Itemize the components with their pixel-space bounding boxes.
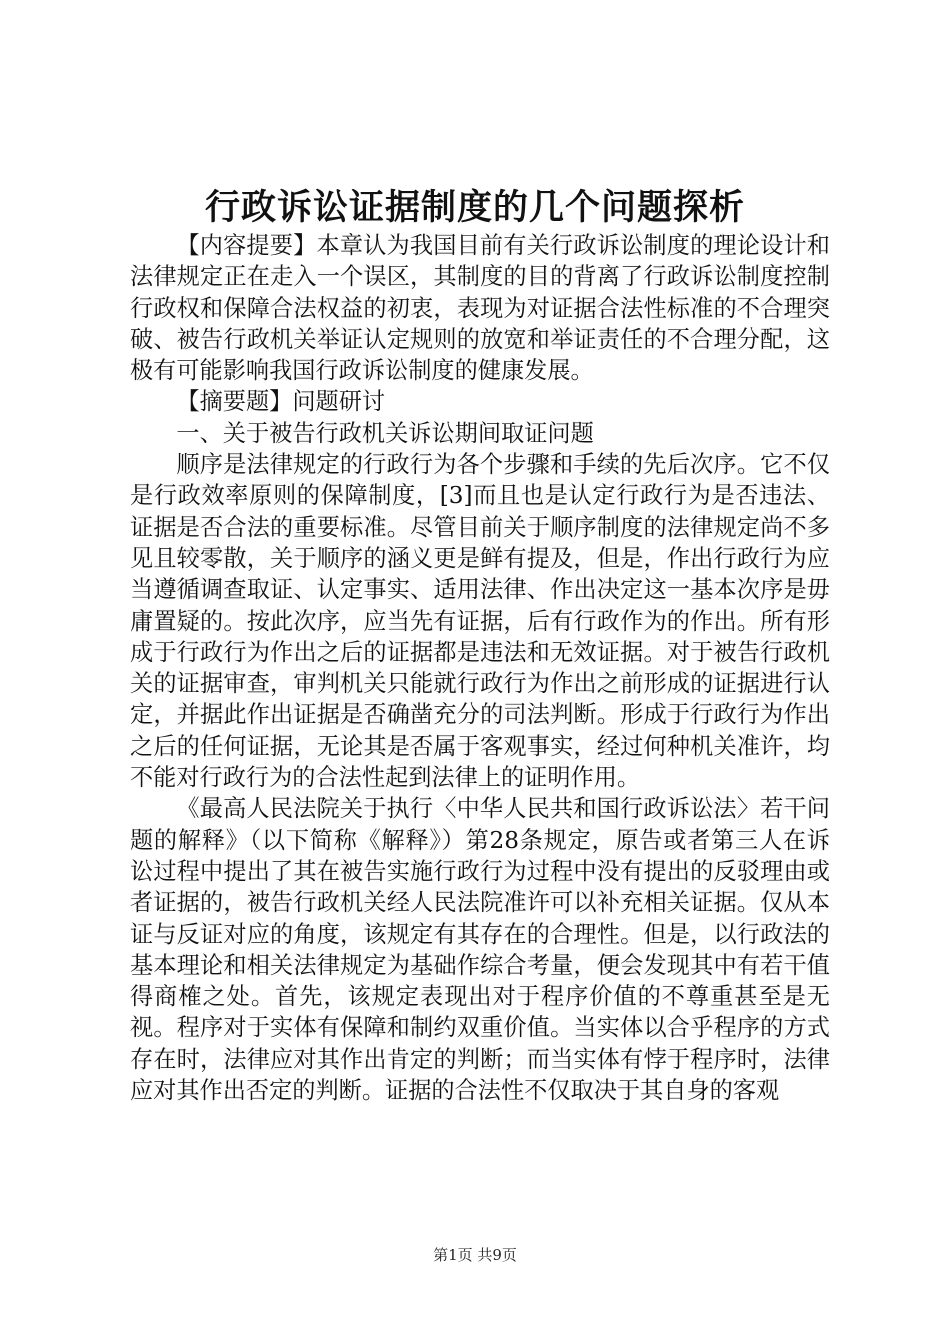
keywords-paragraph: 【摘要题】问题研讨 bbox=[176, 388, 386, 416]
section-heading: 一、关于被告行政机关诉讼期间取证问题 bbox=[176, 419, 594, 447]
abstract-paragraph: 【内容提要】本章认为我国目前有关行政诉讼制度的理论设计和法律规定正在走入一个误区，其制度的目的背离了行政诉讼制度控制行政权和保障合法权益的初衷，表现为对证据合法性标准的不合理突破、被告行政机关举证认定规则的放宽和举证责任的不合理分配，这极有可能影响我国行政诉讼制度的健康发展。 bbox=[130, 232, 830, 385]
document-body bbox=[130, 230, 830, 1106]
body-paragraph: 《最高人民法院关于执行〈中华人民共和国行政诉讼法〉若干问题的解释》（以下简称《解释》）第28条规定，原告或者第三人在诉讼过程中提出了其在被告实施行政行为过程中没有提出的反驳理由或者证据的，被告行政机关经人民法院准许可以补充相关证据。仅从本证与反证对应的角度，该规定有其存在的合理性。但是，以行政法的基本理论和相关法律规定为基础作综合考量，便会发现其中有若干值得商榷之处。首先，该规定表现出对于程序价值的不尊重甚至是无视。程序对于实体有保障和制约双重价值。当实体以合乎程序的方式存在时，法律应对其作出肯定的判断；而当实体有悖于程序时，法律应对其作出否定的判断。证据的合法性不仅取决于其自身的客观 bbox=[130, 795, 830, 1105]
page-title: 行政诉讼证据制度的几个问题探析 bbox=[204, 188, 745, 228]
page-footer: 第1页 共9页 bbox=[433, 1246, 517, 1264]
body-paragraph: 顺序是法律规定的行政行为各个步骤和手续的先后次序。它不仅是行政效率原则的保障制度，[3]而且也是认定行政行为是否违法、证据是否合法的重要标准。尽管目前关于顺序制度的法律规定尚不多见且较零散，关于顺序的涵义更是鲜有提及，但是，作出行政行为应当遵循调查取证、认定事实、适用法律、作出决定这一基本次序是毋庸置疑的。按此次序，应当先有证据，后有行政作为的作出。所有形成于行政行为作出之后的证据都是违法和无效证据。对于被告行政机关的证据审查，审判机关只能就行政行为作出之前形成的证据进行认定，并据此作出证据是否确凿充分的司法判断。形成于行政行为作出之后的任何证据，无论其是否属于客观事实，经过何种机关准许，均不能对行政行为的合法性起到法律上的证明作用。 bbox=[130, 451, 830, 792]
